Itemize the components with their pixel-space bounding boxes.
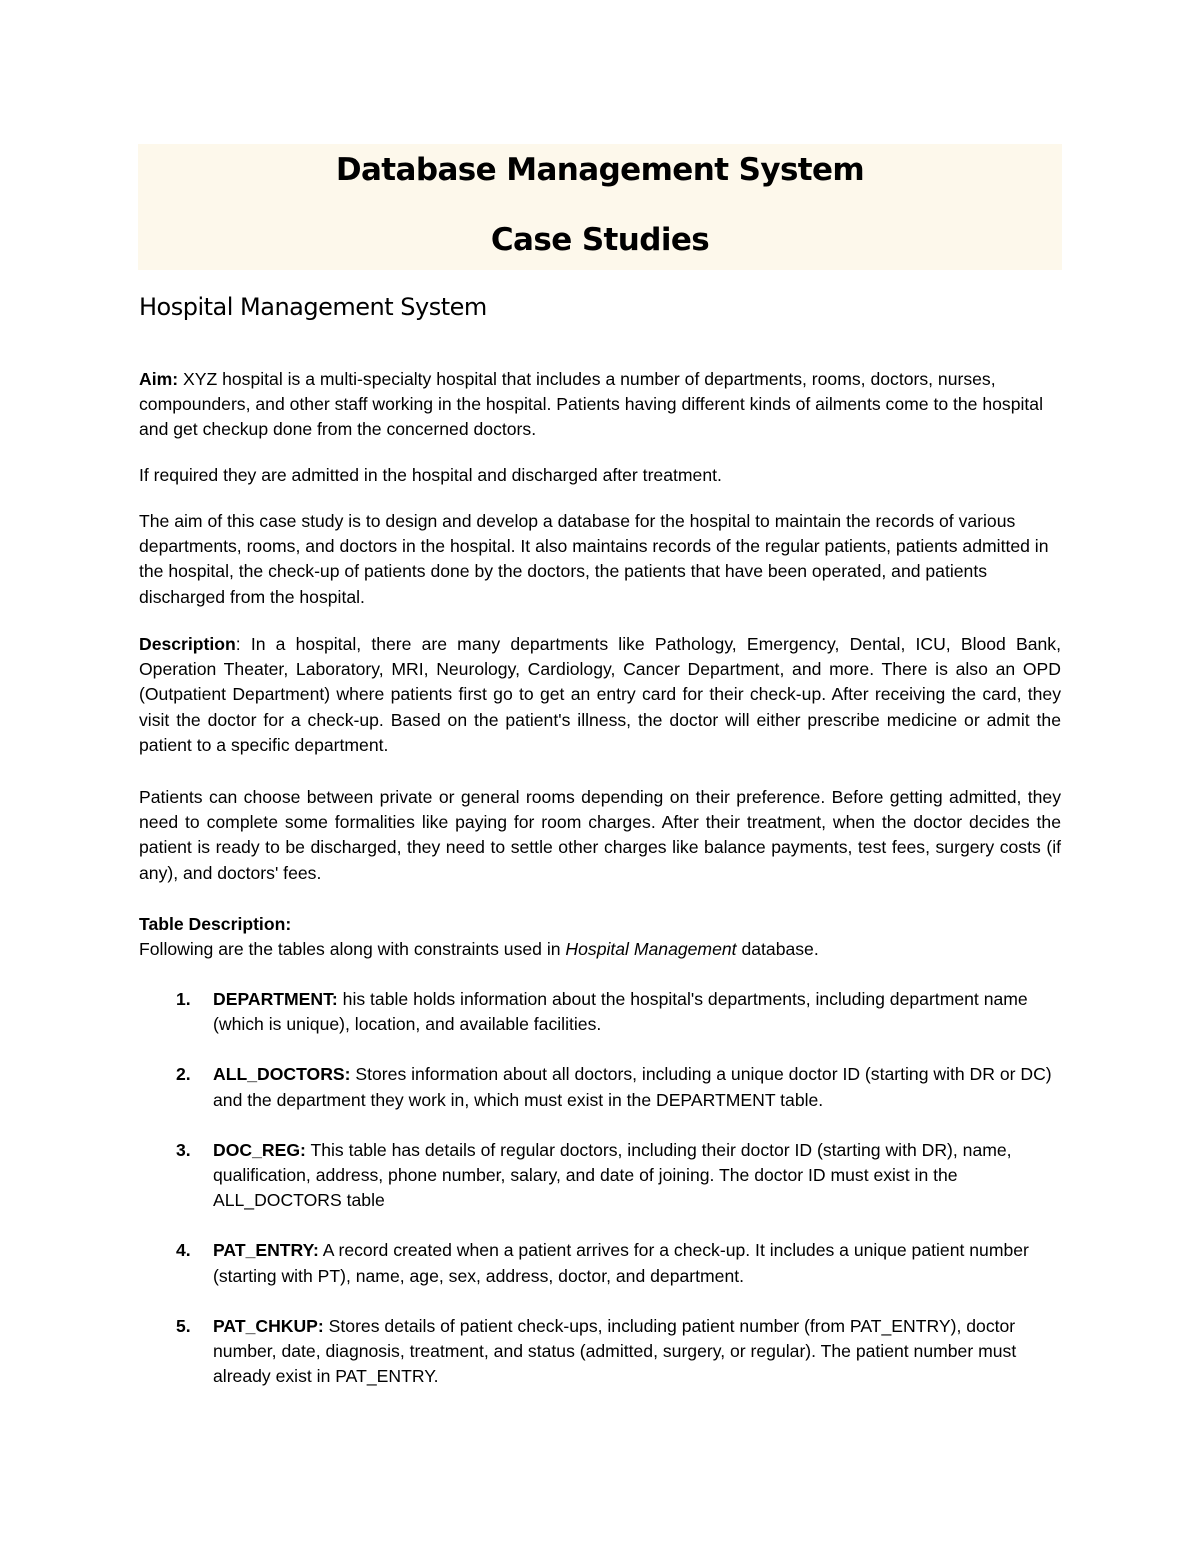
list-number: 1.: [176, 989, 191, 1009]
title-band: [138, 144, 1062, 270]
table-name: PAT_CHKUP:: [213, 1315, 324, 1336]
document-subtitle: Case Studies: [490, 222, 710, 258]
rooms-paragraph: Patients can choose between private or general rooms depending on their preference. Before getting admitted, they need to complete some formalities like paying for room charges. After their treatment, when the doctor decides the patient is ready to be discharged, they need to settle other charges like balance payments, test fees, surgery costs (if any), and doctors' fees.: [139, 787, 1061, 883]
table-text: A record created when a patient arrives for a check-up. It includes a unique patient number (starting with PT), name, age, sex, address, doctor, and department.: [213, 1240, 1029, 1286]
description-label: Description: [139, 634, 236, 654]
table-description-label: Table Description:: [139, 914, 292, 934]
section-heading: Hospital Management System: [139, 293, 487, 321]
table-text: his table holds information about the hospital's departments, including department name (which is unique), location, and available facilities.: [213, 989, 1028, 1035]
aim-label: Aim:: [139, 369, 179, 389]
list-item: [139, 1138, 1061, 1214]
aim-detail-paragraph: The aim of this case study is to design and develop a database for the hospital to maintain the records of various departments, rooms, and doctors in the hospital. It also maintains records of the regular patients, patients admitted in the hospital, the check-up of patients done by the doctors, the patients that have been operated, and patients discharged from the hospital.: [139, 511, 1049, 607]
list-number: 3.: [176, 1139, 191, 1160]
list-item: [139, 1314, 1061, 1390]
table-name: DOC_REG:: [213, 1139, 306, 1160]
aim-text: XYZ hospital is a multi-specialty hospital that includes a number of departments, rooms, doctors, nurses, compounders, and other staff working in the hospital. Patients having different kinds of ailments come to the hospital and get checkup done from the concerned doctors.: [139, 369, 1043, 440]
list-item: [139, 987, 1061, 1037]
table-description-intro: Following are the tables along with constraints used in Hospital Management database.: [139, 939, 819, 960]
list-number: 2.: [176, 1064, 191, 1085]
list-number: 5.: [176, 1315, 191, 1336]
list-item: [139, 1238, 1061, 1288]
database-name: Hospital Management: [565, 939, 737, 960]
description-text: : In a hospital, there are many departments like Pathology, Emergency, Dental, ICU, Blood Bank, Operation Theater, Laboratory, MRI, Neurology, Cardiology, Cancer Department, and more. There is also an OPD (Outpatient Department) where patients first go to get an entry card for their check-up. After receiving the card, they visit the doctor for a check-up. Based on the patient's illness, the doctor will either prescribe medicine or admit the patient to a specific department.: [139, 634, 1061, 755]
list-item: [139, 1062, 1061, 1112]
table-name: DEPARTMENT:: [213, 989, 338, 1009]
aim-paragraph: [139, 367, 1061, 443]
table-text: This table has details of regular doctors, including their doctor ID (starting with DR), name, qualification, address, phone number, salary, and date of joining. The doctor ID must exist in the ALL_DOCTORS table: [213, 1139, 1012, 1211]
table-text: Stores details of patient check-ups, including patient number (from PAT_ENTRY), doctor number, date, diagnosis, treatment, and status (admitted, surgery, or regular). The patient number must already exist in PAT_ENTRY.: [213, 1315, 1017, 1387]
admission-note: If required they are admitted in the hospital and discharged after treatment.: [139, 465, 722, 485]
table-description: [139, 912, 1061, 962]
description-paragraph: [139, 632, 1061, 758]
list-number: 4.: [176, 1240, 191, 1261]
tables-list: [139, 987, 1061, 1414]
table-name: PAT_ENTRY:: [213, 1240, 319, 1261]
document-title: Database Management System: [335, 152, 865, 188]
table-text: Stores information about all doctors, including a unique doctor ID (starting with DR or DC) and the department they work in, which must exist in the DEPARTMENT table.: [213, 1064, 1052, 1110]
table-name: ALL_DOCTORS:: [213, 1064, 351, 1085]
